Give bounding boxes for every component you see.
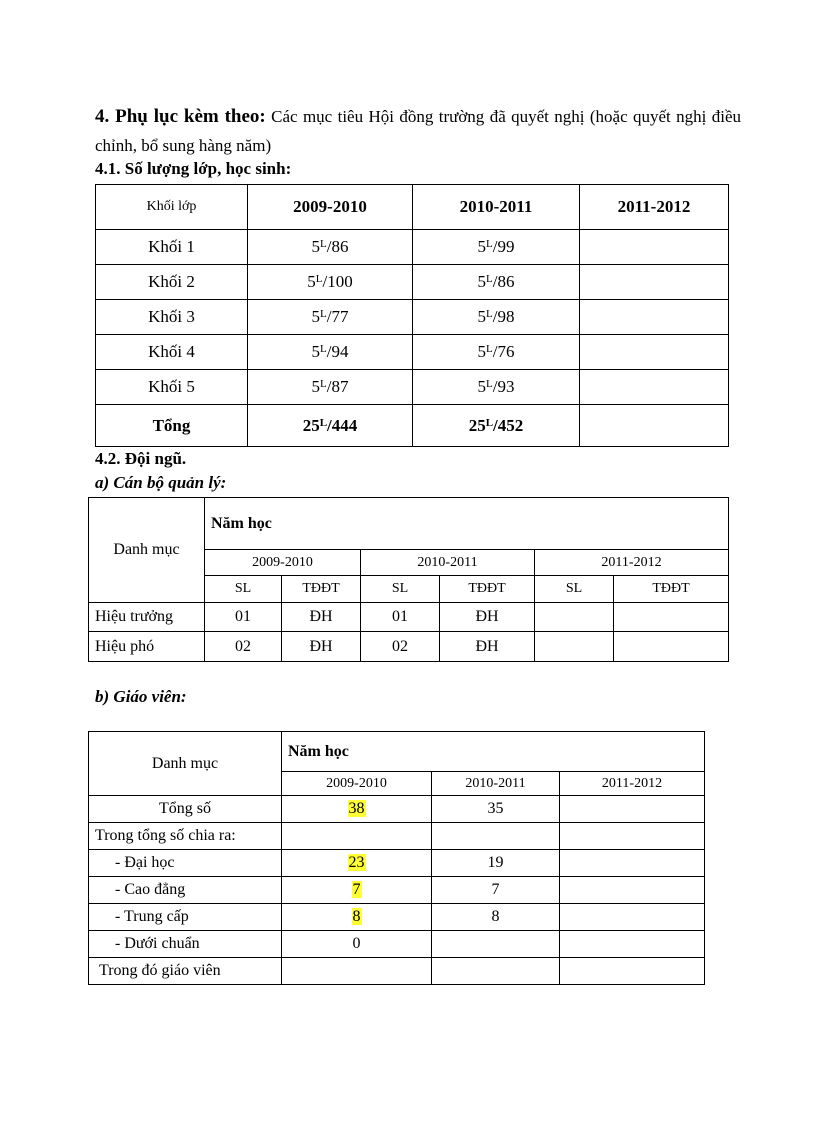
cell-value: 19: [432, 850, 560, 877]
row-label: Khối 2: [96, 265, 248, 300]
cell-value: 7: [432, 877, 560, 904]
table-row: [96, 300, 729, 335]
sub-header-sl: SL: [535, 576, 614, 603]
sub-header-sl: SL: [361, 576, 440, 603]
cell-empty: [560, 931, 705, 958]
total-label: Tổng: [96, 405, 248, 447]
table-row: [96, 230, 729, 265]
row-label: Hiệu phó: [89, 632, 205, 662]
row-label: - Đại học: [89, 850, 282, 877]
cell-value: $5^L/94$: [248, 335, 413, 370]
cell-value: $5^L/86$: [413, 265, 580, 300]
cell-value: ĐH: [440, 603, 535, 632]
table-row: [89, 931, 705, 958]
highlighted-value: 38: [348, 800, 365, 817]
section-4-2b-title: b) Giáo viên:: [95, 687, 187, 706]
header-year-2: 2010-2011: [413, 185, 580, 230]
row-label: Khối 5: [96, 370, 248, 405]
year-header: 2011-2012: [535, 550, 729, 576]
sub-header-tddt: TĐĐT: [614, 576, 729, 603]
row-label: - Trung cấp: [89, 904, 282, 931]
cell-empty: [535, 603, 614, 632]
header-year-3: 2011-2012: [580, 185, 729, 230]
row-label: - Dưới chuẩn: [89, 931, 282, 958]
cell-value: [282, 796, 432, 823]
section-4-2-title: 4.2. Đội ngũ.: [95, 449, 187, 468]
row-label: Khối 1: [96, 230, 248, 265]
highlighted-value: 7: [352, 881, 361, 898]
cell-value: $5^L/76$: [413, 335, 580, 370]
cell-value: $5^L/99$: [413, 230, 580, 265]
cell-empty: [560, 877, 705, 904]
header-year-1: 2009-2010: [248, 185, 413, 230]
intro-paragraph: [95, 102, 741, 160]
row-label: Trong đó giáo viên: [89, 958, 282, 985]
cell-value: $5^L/87$: [248, 370, 413, 405]
cell-empty: [432, 823, 560, 850]
header-khoi-lop: Khối lớp: [96, 185, 248, 230]
cell-value: 35: [432, 796, 560, 823]
row-label: Khối 4: [96, 335, 248, 370]
year-header: 2009-2010: [282, 772, 432, 796]
cell-empty: [282, 823, 432, 850]
cell-value: $5^L/98$: [413, 300, 580, 335]
nam-hoc-label: Năm học: [282, 732, 705, 772]
sub-header-sl: SL: [205, 576, 282, 603]
table-row: [96, 335, 729, 370]
table-row: [89, 823, 705, 850]
cell-value: 0: [282, 931, 432, 958]
table-row: [89, 958, 705, 985]
sub-header-tddt: TĐĐT: [282, 576, 361, 603]
table-row: [89, 877, 705, 904]
total-value: $25^L/452$: [413, 405, 580, 447]
nam-hoc-label: Năm học: [205, 498, 729, 550]
cell-empty: [614, 632, 729, 662]
table-row: [96, 265, 729, 300]
cell-empty: [560, 850, 705, 877]
danh-muc-label: Danh mục: [89, 732, 282, 796]
cell-value: $5^L/77$: [248, 300, 413, 335]
cell-value: $5^L/86$: [248, 230, 413, 265]
cell-empty: [282, 958, 432, 985]
year-header: 2010-2011: [361, 550, 535, 576]
intro-text: Các mục tiêu Hội đồng trường đã quyết nghị (hoặc quyết nghị điều chỉnh, bổ sung hàng năm): [95, 107, 742, 155]
total-value: $25^L/444$: [248, 405, 413, 447]
cell-value: $5^L/100$: [248, 265, 413, 300]
row-label: Tổng số: [89, 796, 282, 823]
highlighted-value: 23: [348, 854, 365, 871]
cell-empty: [432, 958, 560, 985]
intro-heading: 4. Phụ lục kèm theo:: [95, 106, 266, 127]
cell-value: [282, 877, 432, 904]
year-header: 2011-2012: [560, 772, 705, 796]
cell-value: 8: [432, 904, 560, 931]
table-row: [89, 632, 729, 662]
row-label: Hiệu trưởng: [89, 603, 205, 632]
cell-empty: [560, 958, 705, 985]
cell-empty: [580, 335, 729, 370]
table-total-row: [96, 405, 729, 447]
section-4-1-title: 4.1. Số lượng lớp, học sinh:: [95, 159, 292, 178]
row-label: Khối 3: [96, 300, 248, 335]
table-row: [89, 796, 705, 823]
cell-empty: [580, 405, 729, 447]
highlighted-value: 8: [352, 908, 361, 925]
row-label: - Cao đẳng: [89, 877, 282, 904]
cell-value: ĐH: [282, 603, 361, 632]
management-table: [88, 497, 729, 662]
year-header: 2009-2010: [205, 550, 361, 576]
teacher-table: [88, 731, 705, 985]
cell-value: 02: [205, 632, 282, 662]
cell-empty: [432, 931, 560, 958]
cell-value: [282, 850, 432, 877]
danh-muc-label: Danh mục: [89, 498, 205, 603]
cell-empty: [580, 370, 729, 405]
cell-empty: [535, 632, 614, 662]
row-label: Trong tổng số chia ra:: [89, 823, 282, 850]
cell-empty: [560, 823, 705, 850]
cell-empty: [580, 265, 729, 300]
cell-empty: [560, 904, 705, 931]
sub-header-tddt: TĐĐT: [440, 576, 535, 603]
cell-value: 01: [361, 603, 440, 632]
cell-value: ĐH: [282, 632, 361, 662]
section-4-2a-title: a) Cán bộ quản lý:: [95, 473, 227, 492]
cell-empty: [580, 300, 729, 335]
table-header-row: [96, 185, 729, 230]
cell-empty: [580, 230, 729, 265]
cell-value: ĐH: [440, 632, 535, 662]
table-row: [96, 370, 729, 405]
cell-value: 01: [205, 603, 282, 632]
table-row: [89, 850, 705, 877]
cell-empty: [560, 796, 705, 823]
cell-value: $5^L/93$: [413, 370, 580, 405]
table-row: [89, 603, 729, 632]
class-student-table: [95, 184, 729, 447]
cell-value: 02: [361, 632, 440, 662]
cell-empty: [614, 603, 729, 632]
cell-value: [282, 904, 432, 931]
year-header: 2010-2011: [432, 772, 560, 796]
table-row: [89, 904, 705, 931]
